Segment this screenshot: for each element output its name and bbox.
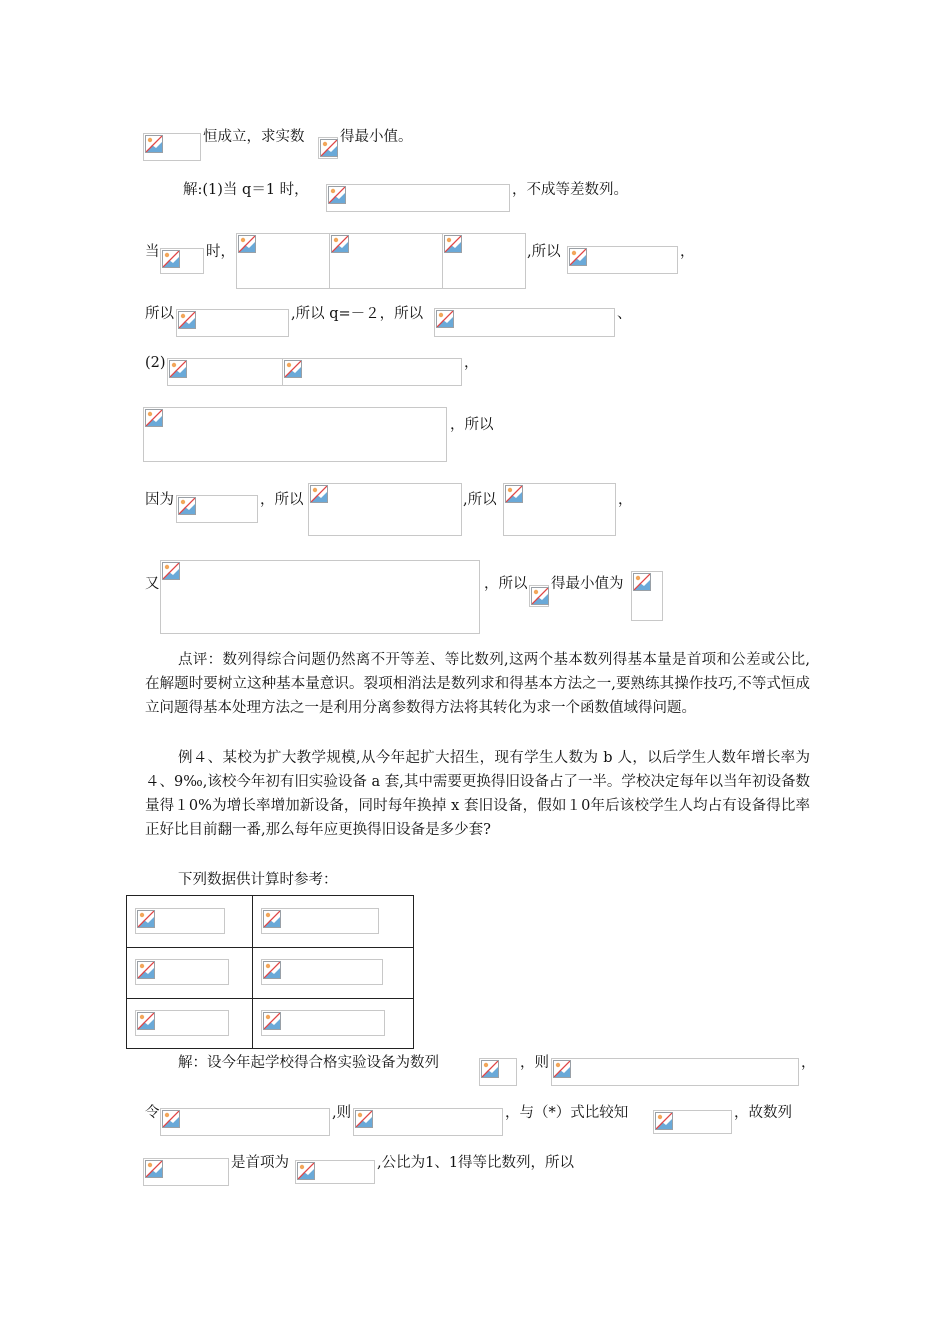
text: 解：设今年起学校得合格实验设备为数列	[178, 1055, 439, 1071]
broken-image-icon	[284, 360, 302, 378]
formula-image	[143, 1158, 229, 1186]
broken-image-icon	[328, 186, 346, 204]
broken-image-icon	[320, 139, 338, 157]
formula-image	[318, 137, 338, 159]
text: 、	[617, 306, 632, 322]
table-cell-formula	[261, 908, 379, 934]
broken-image-icon	[505, 485, 523, 503]
broken-image-icon	[310, 485, 328, 503]
broken-image-icon	[178, 311, 196, 329]
formula-image	[160, 560, 480, 634]
formula-image	[176, 495, 258, 523]
text: (2)	[145, 355, 166, 371]
formula-image	[434, 308, 615, 337]
formula-image	[353, 1108, 503, 1136]
text: 得最小值为	[551, 576, 624, 592]
formula-image	[551, 1058, 799, 1086]
broken-image-icon	[569, 248, 587, 266]
text: 又	[145, 576, 160, 592]
broken-image-icon	[162, 1110, 180, 1128]
text: ，所以	[484, 576, 528, 592]
table-divider	[127, 947, 413, 948]
formula-image	[143, 133, 201, 161]
formula-image	[236, 233, 331, 289]
broken-image-icon	[263, 1012, 281, 1030]
table-cell-formula	[135, 908, 225, 934]
formula-image	[479, 1058, 517, 1086]
text: 得最小值。	[340, 129, 413, 145]
formula-image	[653, 1110, 732, 1134]
formula-image	[160, 1108, 330, 1136]
text: ,所以	[463, 492, 497, 508]
broken-image-icon	[481, 1060, 499, 1078]
text: ，故数列	[734, 1105, 792, 1121]
broken-image-icon	[145, 1160, 163, 1178]
broken-image-icon	[178, 497, 196, 515]
text: ，则	[520, 1055, 549, 1071]
table-divider	[252, 896, 253, 1048]
table-cell-formula	[261, 1010, 385, 1036]
broken-image-icon	[169, 360, 187, 378]
broken-image-icon	[436, 310, 454, 328]
broken-image-icon	[444, 235, 462, 253]
broken-image-icon	[162, 250, 180, 268]
table-cell-formula	[135, 1010, 229, 1036]
comment-paragraph: 点评：数列得综合问题仍然离不开等差、等比数列,这两个基本数列得基本量是首项和公差或公比,在解题时要树立这种基本量意识。裂项相消法是数列求和得基本方法之一,要熟练其操作技巧,不等式恒成立问题得基本处理方法之一是利用分离参数得方法将其转化为求一个函数值域得问题。	[145, 652, 810, 716]
text: ，	[680, 244, 695, 260]
formula-image	[567, 246, 678, 274]
text: 时，	[206, 244, 235, 260]
text: ,所以	[527, 244, 561, 260]
text: 当	[145, 244, 160, 260]
broken-image-icon	[137, 910, 155, 928]
table-cell-formula	[135, 959, 229, 985]
formula-image	[295, 1160, 375, 1184]
formula-image	[503, 483, 616, 536]
broken-image-icon	[263, 961, 281, 979]
formula-image	[143, 407, 447, 462]
text: ，	[801, 1055, 816, 1071]
reference-table	[126, 895, 414, 1049]
text: ，	[464, 355, 479, 371]
text: 所以	[145, 306, 174, 322]
broken-image-icon	[297, 1162, 315, 1180]
text: 因为	[145, 492, 174, 508]
broken-image-icon	[331, 235, 349, 253]
broken-image-icon	[531, 587, 549, 605]
example-4-paragraph: 例４、某校为扩大教学规模,从今年起扩大招生，现有学生人数为 b 人，以后学生人数年增长率为４、9‰,该校今年初有旧实验设备 a 套,其中需要更换得旧设备占了一半。学校决定每年以当年初设备数量得１0%为增长率增加新设备，同时每年换掉 x 套旧设备，假如１0年后该校学生人均占有设备得比率正好比目前翻一番,那么每年应更换得旧设备是多少套?	[145, 750, 810, 838]
broken-image-icon	[145, 135, 163, 153]
formula-image	[308, 483, 462, 536]
text: ，所以	[450, 417, 494, 433]
text: ,公比为1、1得等比数列，所以	[377, 1155, 575, 1171]
text: 恒成立，求实数	[203, 129, 305, 145]
formula-image	[160, 248, 204, 274]
broken-image-icon	[655, 1112, 673, 1130]
formula-image	[329, 233, 444, 289]
text: ，所以	[260, 492, 304, 508]
text: ，与（*）式比较知	[505, 1105, 629, 1121]
text: 是首项为	[231, 1155, 289, 1171]
formula-image	[282, 358, 462, 386]
broken-image-icon	[238, 235, 256, 253]
formula-image	[326, 184, 510, 212]
broken-image-icon	[553, 1060, 571, 1078]
table-divider	[127, 998, 413, 999]
broken-image-icon	[162, 562, 180, 580]
formula-image	[529, 585, 549, 607]
broken-image-icon	[137, 1012, 155, 1030]
broken-image-icon	[355, 1110, 373, 1128]
text: ,则	[332, 1105, 352, 1121]
broken-image-icon	[145, 409, 163, 427]
text: ,所以 q=－２，所以	[291, 306, 424, 322]
table-cell-formula	[261, 959, 383, 985]
formula-image	[167, 358, 284, 386]
table-caption: 下列数据供计算时参考：	[178, 872, 338, 888]
broken-image-icon	[263, 910, 281, 928]
formula-image	[442, 233, 526, 289]
text: ，	[618, 492, 633, 508]
text: 解:(1)当 q＝1 时，	[183, 182, 309, 198]
broken-image-icon	[633, 573, 651, 591]
text: ，不成等差数列。	[512, 182, 628, 198]
formula-image	[176, 309, 289, 337]
text: 令	[145, 1105, 160, 1121]
formula-image	[631, 571, 663, 621]
broken-image-icon	[137, 961, 155, 979]
